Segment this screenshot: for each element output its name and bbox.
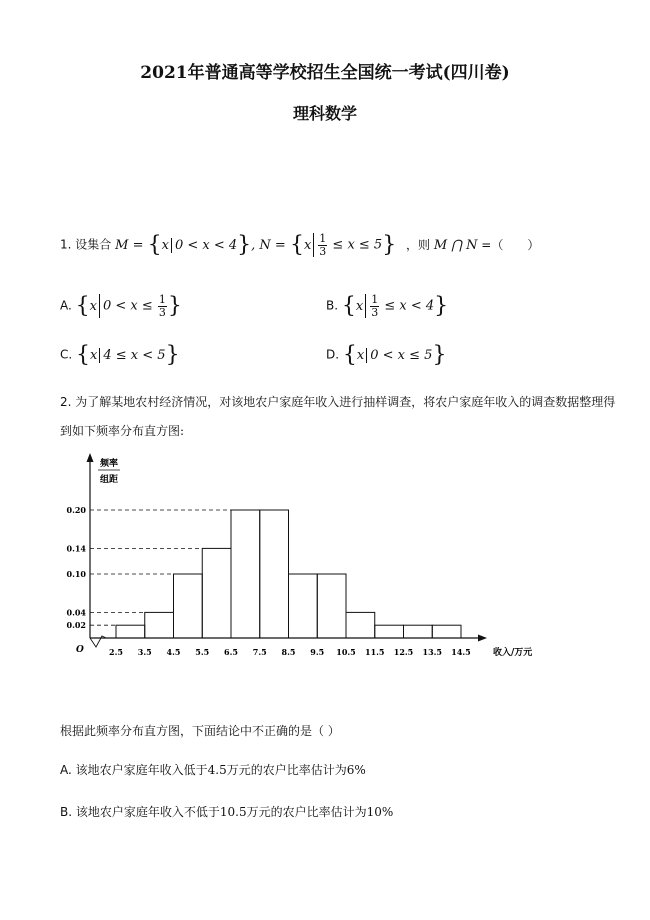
option-letter: B. <box>60 805 73 819</box>
x-tick-label: 9.5 <box>310 647 325 657</box>
y-axis-arrow <box>87 453 94 462</box>
x-tick-label: 7.5 <box>252 647 267 657</box>
y-tick-label: 0.04 <box>66 607 86 618</box>
question-stem: 设集合 <box>75 237 112 252</box>
histogram-bar <box>346 612 375 638</box>
option-a[interactable] <box>60 761 366 778</box>
x-tick-label: 12.5 <box>393 647 414 657</box>
option-letter: D. <box>326 347 340 362</box>
question-number: 2. <box>60 395 72 409</box>
histogram-bar <box>289 574 318 638</box>
histogram-bar <box>432 625 461 638</box>
histogram-bar <box>116 625 145 638</box>
x-tick-label: 11.5 <box>365 647 385 657</box>
page-title: 2021年普通高等学校招生全国统一考试(四川卷) <box>140 63 510 83</box>
histogram-bar <box>260 510 289 638</box>
question-number: 1. <box>60 237 72 252</box>
x-axis-arrow <box>478 635 487 642</box>
option-d[interactable] <box>326 344 446 366</box>
question-ask: ，则 M ⋂ N =（ ） <box>406 237 540 253</box>
x-tick-label: 5.5 <box>195 647 210 657</box>
x-tick-label: 6.5 <box>224 647 238 657</box>
histogram-bar <box>145 612 174 638</box>
x-tick-label: 2.5 <box>109 647 123 657</box>
origin-label: O <box>76 645 84 655</box>
option-letter: A. <box>60 298 72 313</box>
question-1 <box>60 233 539 257</box>
option-letter: C. <box>60 347 73 362</box>
x-tick-label: 3.5 <box>137 647 152 657</box>
histogram-bar <box>174 574 203 638</box>
option-a-text: 该地农户家庭年收入低于4.5万元的农户比率估计为6% <box>75 763 366 777</box>
histogram-bar <box>317 574 346 638</box>
x-tick-label: 8.5 <box>281 647 296 657</box>
histogram-bar <box>231 510 260 638</box>
x-tick-label: 4.5 <box>166 647 181 657</box>
question-stem: 为了解某地农村经济情况，对该地农户家庭年收入进行抽样调查，将农户家庭年收入的调查数据整理得 <box>75 395 616 409</box>
x-tick-label: 13.5 <box>422 647 442 657</box>
option-c-expression: {x 4 ≤ x < 5} <box>76 342 180 367</box>
x-tick-label: 14.5 <box>451 647 471 657</box>
histogram-bar <box>202 548 231 638</box>
y-tick-label: 0.20 <box>66 505 86 515</box>
option-letter: A. <box>60 763 72 777</box>
histogram-bar <box>404 625 433 638</box>
option-c[interactable] <box>60 344 180 366</box>
option-letter: B. <box>326 298 339 313</box>
question-2-prompt: 根据此频率分布直方图，下面结论中不正确的是（ ） <box>60 724 340 738</box>
histogram-bar <box>375 625 404 638</box>
x-tick-label: 10.5 <box>336 647 356 657</box>
option-a-expression: {x 0 < x ≤ $\frac{1}{3}$ } <box>75 293 182 319</box>
option-a[interactable] <box>60 294 182 318</box>
question-2-line2: 到如下频率分布直方图: <box>60 424 185 438</box>
y-axis-label-numerator: 频率 <box>99 459 119 469</box>
page-subtitle: 理科数学 <box>292 104 357 123</box>
x-axis-label: 收入/万元 <box>493 648 532 658</box>
y-tick-label: 0.10 <box>66 569 86 579</box>
option-d-expression: {x 0 < x ≤ 5} <box>342 342 447 367</box>
frequency-histogram <box>62 448 532 668</box>
question-2 <box>60 393 615 410</box>
y-axis-label-denominator: 组距 <box>99 475 119 485</box>
y-tick-label: 0.02 <box>66 620 86 631</box>
y-tick-label: 0.14 <box>66 543 86 554</box>
option-b-expression: {x $\frac{1}{3}$ ≤ x < 4} <box>341 293 449 319</box>
option-b-text: 该地农户家庭年收入不低于10.5万元的农户比率估计为10% <box>75 805 394 819</box>
set-m-expression: M = {x 0 < x < 4}, N = {x $\frac{1}{3}$ ≤ x ≤ 5} <box>115 232 397 258</box>
option-b[interactable] <box>60 803 393 820</box>
option-b[interactable] <box>326 294 448 318</box>
